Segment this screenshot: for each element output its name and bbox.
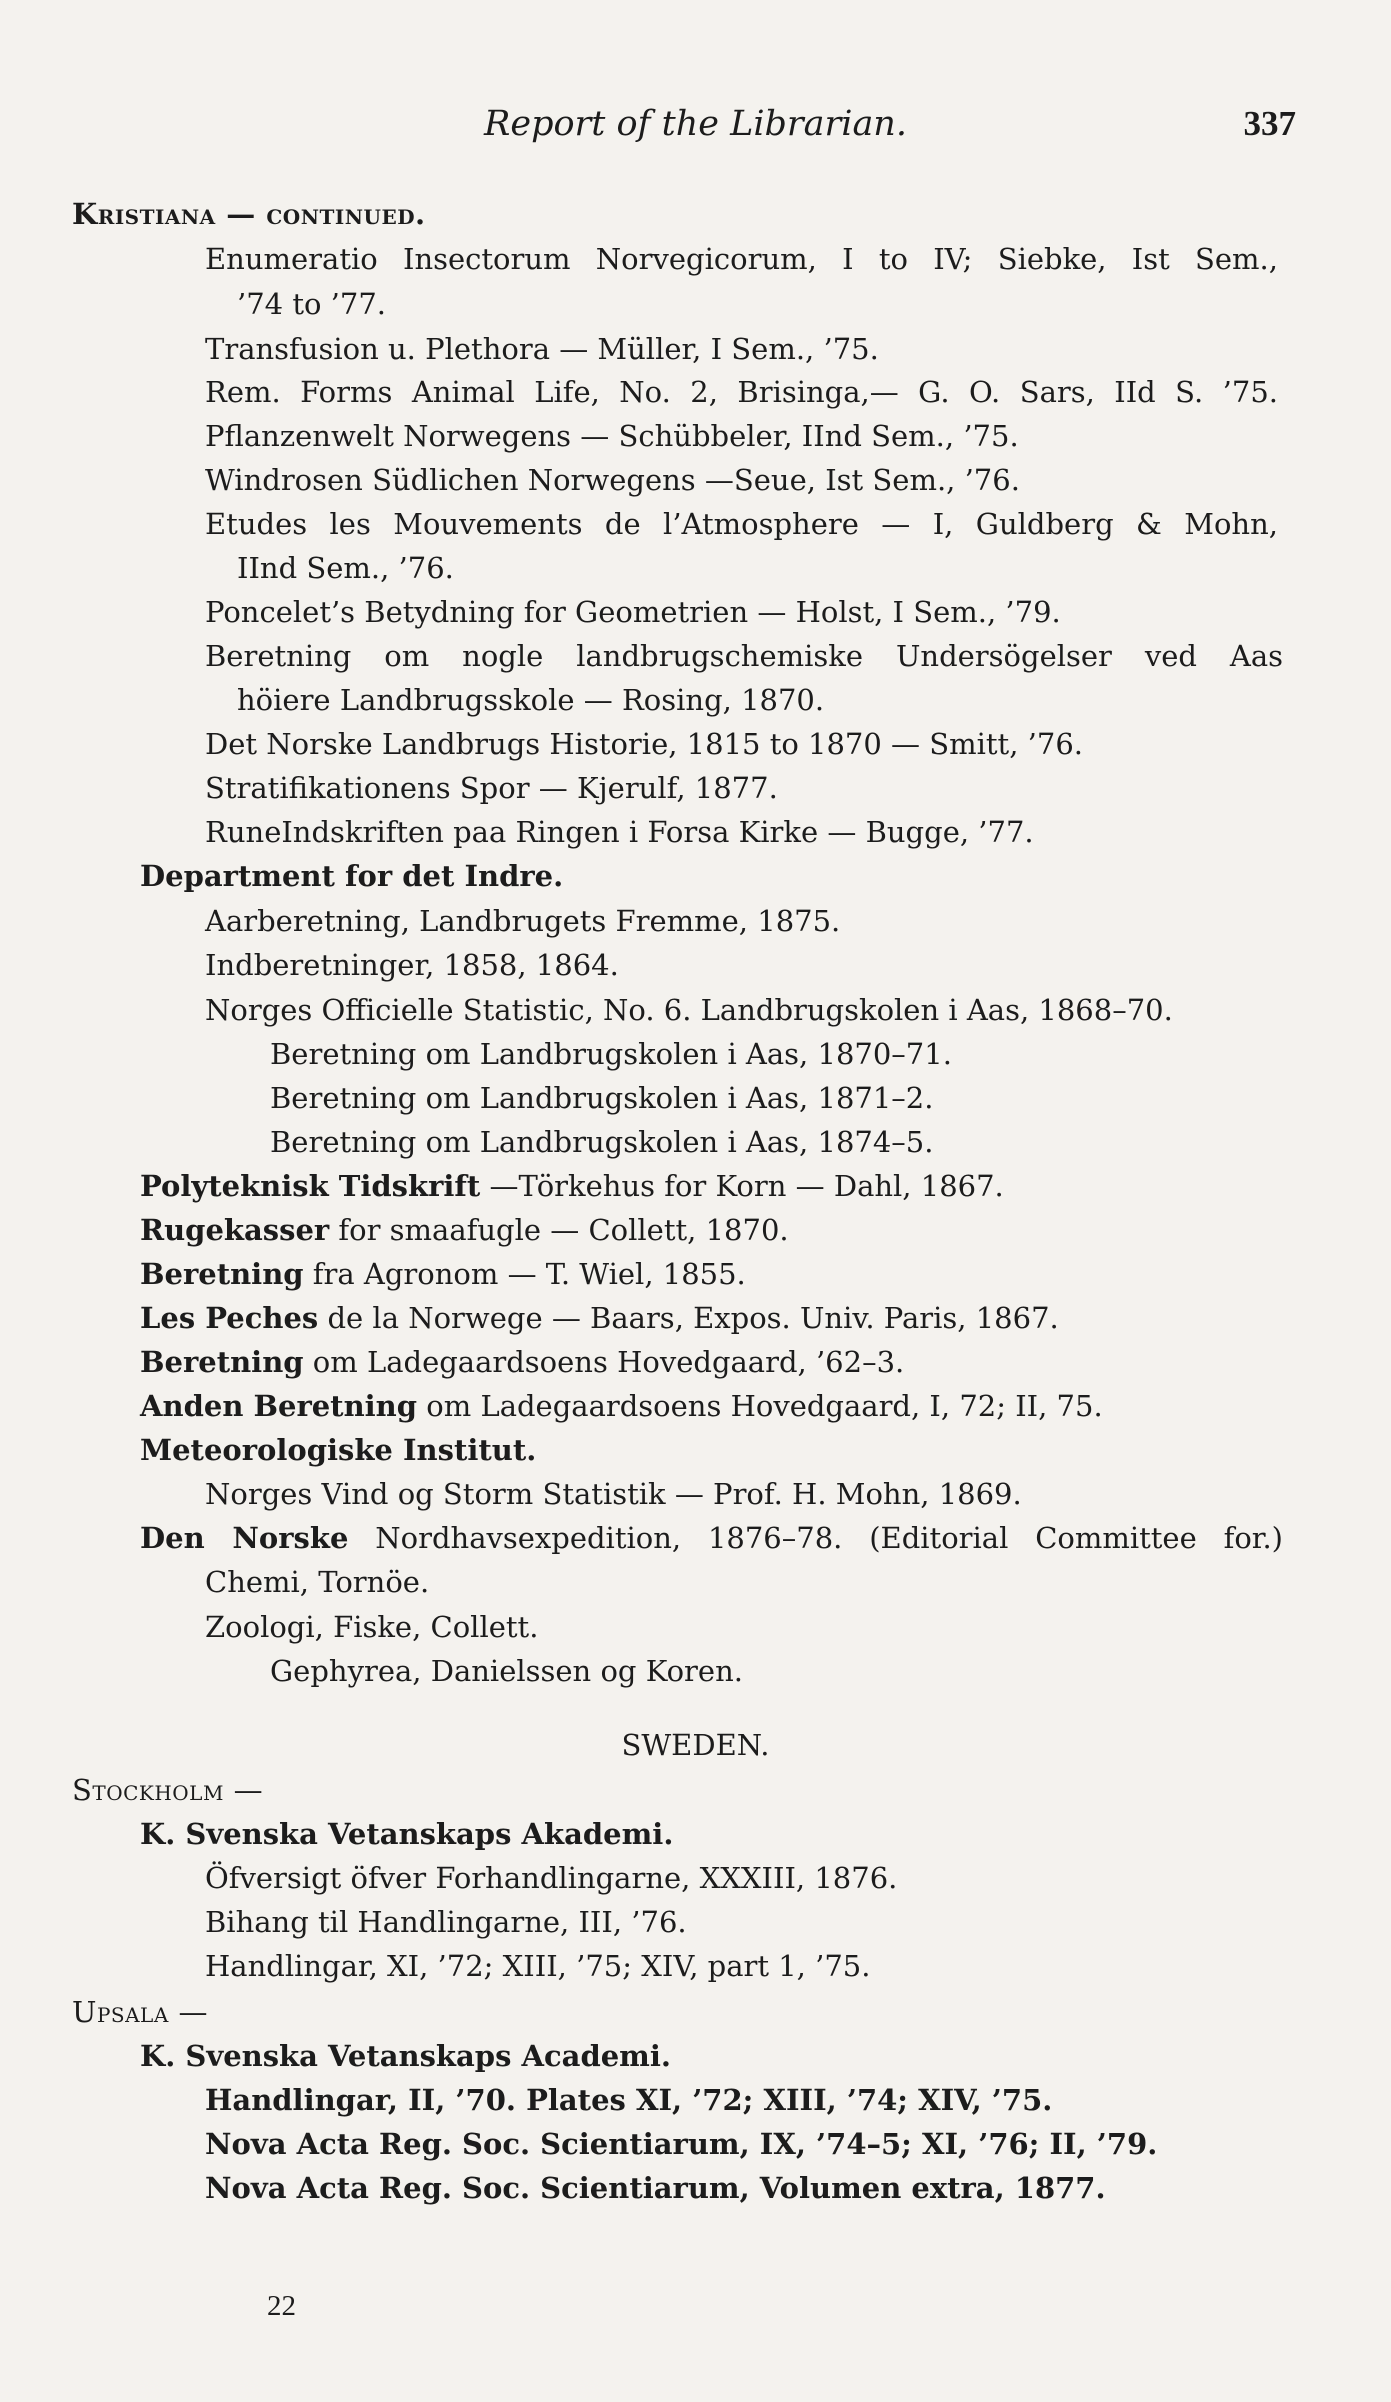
text-line: Transfusion u. Plethora — Müller, I Sem., ’75.	[205, 332, 879, 366]
text-line: Kristiana — continued.	[72, 197, 426, 231]
text-line: Det Norske Landbrugs Historie, 1815 to 1870 — Smitt, ’76.	[205, 727, 1083, 761]
text-line: Gephyrea, Danielssen og Koren.	[270, 1654, 743, 1688]
text-line: Upsala —	[72, 1995, 208, 2029]
text-line: Nova Acta Reg. Soc. Scientiarum, Volumen extra, 1877.	[205, 2171, 1106, 2205]
text-line: Öfversigt öfver Forhandlingarne, XXXIII, 1876.	[205, 1861, 898, 1895]
text-line: höiere Landbrugsskole — Rosing, 1870.	[237, 683, 825, 717]
text-line	[140, 1167, 1004, 1205]
text-line: Beretning om Landbrugskolen i Aas, 1874–5.	[270, 1125, 934, 1159]
line-bold-lead: Den Norske	[140, 1521, 349, 1555]
line-rest: Nordhavsexpedition, 1876–78. (Editorial Committee for.)	[348, 1521, 1283, 1555]
text-line: Rem. Forms Animal Life, No. 2, Brisinga,— G. O. Sars, IId S. ’75.	[205, 375, 1278, 409]
text-line: Stockholm —	[72, 1773, 264, 1807]
text-line: K. Svenska Vetanskaps Akademi.	[140, 1817, 674, 1851]
text-line: Aarberetning, Landbrugets Fremme, 1875.	[205, 904, 841, 938]
line-rest: fra Agronom — T. Wiel, 1855.	[303, 1257, 746, 1291]
text-line: ’74 to ’77.	[237, 287, 387, 321]
text-line: Bihang til Handlingarne, III, ’76.	[205, 1905, 687, 1939]
text-line: Enumeratio Insectorum Norvegicorum, I to IV; Siebke, Ist Sem.,	[205, 242, 1278, 276]
text-line: SWEDEN.	[621, 1728, 770, 1762]
text-line: Indberetninger, 1858, 1864.	[205, 948, 619, 982]
text-line: K. Svenska Vetanskaps Academi.	[140, 2039, 671, 2073]
line-bold-lead: Anden Beretning	[140, 1389, 418, 1423]
text-line: Etudes les Mouvements de l’Atmosphere — I, Guldberg & Mohn,	[205, 507, 1278, 541]
text-line	[140, 1519, 1283, 1557]
text-line: Norges Vind og Storm Statistik — Prof. H. Mohn, 1869.	[205, 1477, 1022, 1511]
line-bold-lead: Rugekasser	[140, 1213, 330, 1247]
line-rest: —Törkehus for Korn — Dahl, 1867.	[480, 1169, 1004, 1203]
line-rest: de la Norwege — Baars, Expos. Univ. Paris, 1867.	[318, 1301, 1059, 1335]
running-header: Report of the Librarian.	[484, 104, 907, 144]
text-line: Chemi, Tornöe.	[205, 1565, 430, 1599]
text-line	[140, 1255, 746, 1293]
text-line	[140, 1299, 1059, 1337]
text-line	[140, 1343, 904, 1381]
text-line: Handlingar, II, ’70. Plates XI, ’72; XIII, ’74; XIV, ’75.	[205, 2083, 1053, 2117]
text-line: Stratifikationens Spor — Kjerulf, 1877.	[205, 771, 778, 805]
text-line: RuneIndskriften paa Ringen i Forsa Kirke — Bugge, ’77.	[205, 815, 1034, 849]
line-bold-lead: Beretning	[140, 1257, 304, 1291]
line-bold-lead: Beretning	[140, 1345, 304, 1379]
line-rest: om Ladegaardsoens Hovedgaard, ’62–3.	[303, 1345, 905, 1379]
text-line: Norges Officielle Statistic, No. 6. Landbrugskolen i Aas, 1868–70.	[205, 993, 1173, 1027]
line-rest: for smaafugle — Collett, 1870.	[329, 1213, 789, 1247]
text-line: Beretning om Landbrugskolen i Aas, 1870–71.	[270, 1037, 952, 1071]
text-line	[140, 1387, 1103, 1425]
text-line: Beretning om Landbrugskolen i Aas, 1871–2.	[270, 1081, 934, 1115]
line-bold-lead: Les Peches	[140, 1301, 319, 1335]
page-number: 337	[1243, 104, 1296, 143]
text-line: Windrosen Südlichen Norwegens —Seue, Ist Sem., ’76.	[205, 463, 1020, 497]
text-line: Meteorologiske Institut.	[140, 1433, 537, 1467]
text-line	[140, 1211, 789, 1249]
text-line: IInd Sem., ’76.	[237, 551, 454, 585]
text-line: Handlingar, XI, ’72; XIII, ’75; XIV, part 1, ’75.	[205, 1949, 871, 1983]
text-line: Beretning om nogle landbrugschemiske Undersögelser ved Aas	[205, 639, 1283, 673]
text-line: Poncelet’s Betydning for Geometrien — Holst, I Sem., ’79.	[205, 595, 1061, 629]
line-rest: om Ladegaardsoens Hovedgaard, I, 72; II, 75.	[417, 1389, 1103, 1423]
text-line: Zoologi, Fiske, Collett.	[205, 1610, 539, 1644]
text-line: Nova Acta Reg. Soc. Scientiarum, IX, ’74–5; XI, ’76; II, ’79.	[205, 2127, 1158, 2161]
line-bold-lead: Polyteknisk Tidskrift	[140, 1169, 481, 1203]
text-line: Department for det Indre.	[140, 859, 564, 893]
text-line: Pflanzenwelt Norwegens — Schübbeler, IInd Sem., ’75.	[205, 419, 1019, 453]
signature-mark: 22	[267, 2290, 296, 2322]
